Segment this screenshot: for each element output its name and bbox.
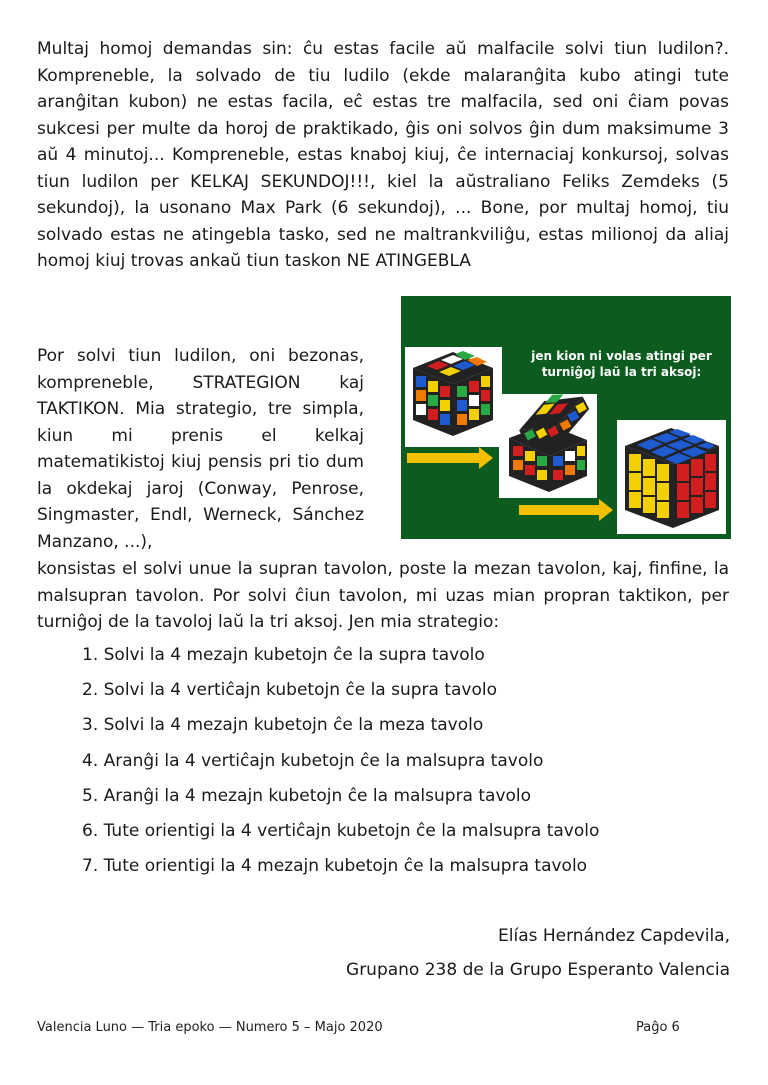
footer-publication: Valencia Luno — Tria epoko — Numero 5 – Majo 2020 <box>37 1020 383 1035</box>
strategy-paragraph-start: Por solvi tiun ludilon, oni bezonas, kompreneble, STRATEGION kaj TAKTIKON. Mia strategio, tre simpla, kiun mi prenis el kelkaj matematikistoj kiuj pensis pri tio dum la okdekaj jaroj (Conway, Penrose, Singmaster, Endl, Werneck, Sánchez Manzano, ...), <box>37 346 364 552</box>
author-affiliation: Grupano 238 de la Grupo Esperanto Valencia <box>346 960 730 980</box>
list-item: 3. Solvi la 4 mezajn kubetojn ĉe la meza tavolo <box>82 715 484 736</box>
list-item: 6. Tute orientigi la 4 vertiĉajn kubetojn ĉe la malsupra tavolo <box>82 820 600 841</box>
list-item: 4. Aranĝi la 4 vertiĉajn kubetojn ĉe la malsupra tavolo <box>82 750 544 771</box>
solved-cube-icon <box>625 428 719 528</box>
arrow-right-icon <box>407 447 493 469</box>
intro-paragraph: Multaj homoj demandas sin: ĉu estas facile aŭ malfacile solvi tiun ludilon?. Kompreneble, la solvado de tiu ludilo (ekde malaranĝita kubo atingi tute aranĝitan kubon) ne estas facila, eĉ estas tre malfacila, sed oni ĉiam povas sukcesi per multe da horoj de praktikado, ĝis oni solvos ĝin dum maksimume 3 aŭ 4 minutoj... Kompreneble, estas knaboj kiuj, ĉe internaciaj konkursoj, solvas tiun ludilon per KELKAJ SEKUNDOJ!!!, kiel la aŭstraliano Feliks Zemdeks (5 sekundoj), la usonano Max Park (6 sekundoj), ... Bone, por multaj homoj, tiu solvado estas ne atingebla tasko, sed ne maltrankviliĝu, estas milionoj da aliaj homoj kiuj trovas ankaŭ tiun taskon NE ATINGEBLA <box>37 39 729 271</box>
figure-caption: jen kion ni volas atingi per turniĝoj laŭ la tri aksoj: <box>531 349 712 379</box>
list-item: 2. Solvi la 4 vertiĉajn kubetojn ĉe la supra tavolo <box>82 680 498 701</box>
footer-page-number: Paĝo 6 <box>636 1020 680 1035</box>
author-signature: Elías Hernández Capdevila, <box>498 926 730 946</box>
rubiks-cube-illustration <box>401 296 731 539</box>
list-item: 5. Aranĝi la 4 mezajn kubetojn ĉe la malsupra tavolo <box>82 785 532 806</box>
arrow-right-icon <box>519 499 613 521</box>
list-item: 7. Tute orientigi la 4 mezajn kubetojn ĉe la malsupra tavolo <box>82 856 588 877</box>
strategy-paragraph-end: konsistas el solvi unue la supran tavolon, poste la mezan tavolon, kaj, finfine, la malsupran tavolon. Por solvi ĉiun tavolon, mi uzas mian propran taktikon, per turniĝoj de la tavoloj laŭ la tri aksoj. Jen mia strategio: <box>37 559 729 632</box>
rubiks-cube-figure <box>401 296 731 539</box>
list-item: 1. Solvi la 4 mezajn kubetojn ĉe la supra tavolo <box>82 645 485 665</box>
scrambled-cube-icon <box>413 351 493 436</box>
strategy-steps-list <box>82 642 599 888</box>
